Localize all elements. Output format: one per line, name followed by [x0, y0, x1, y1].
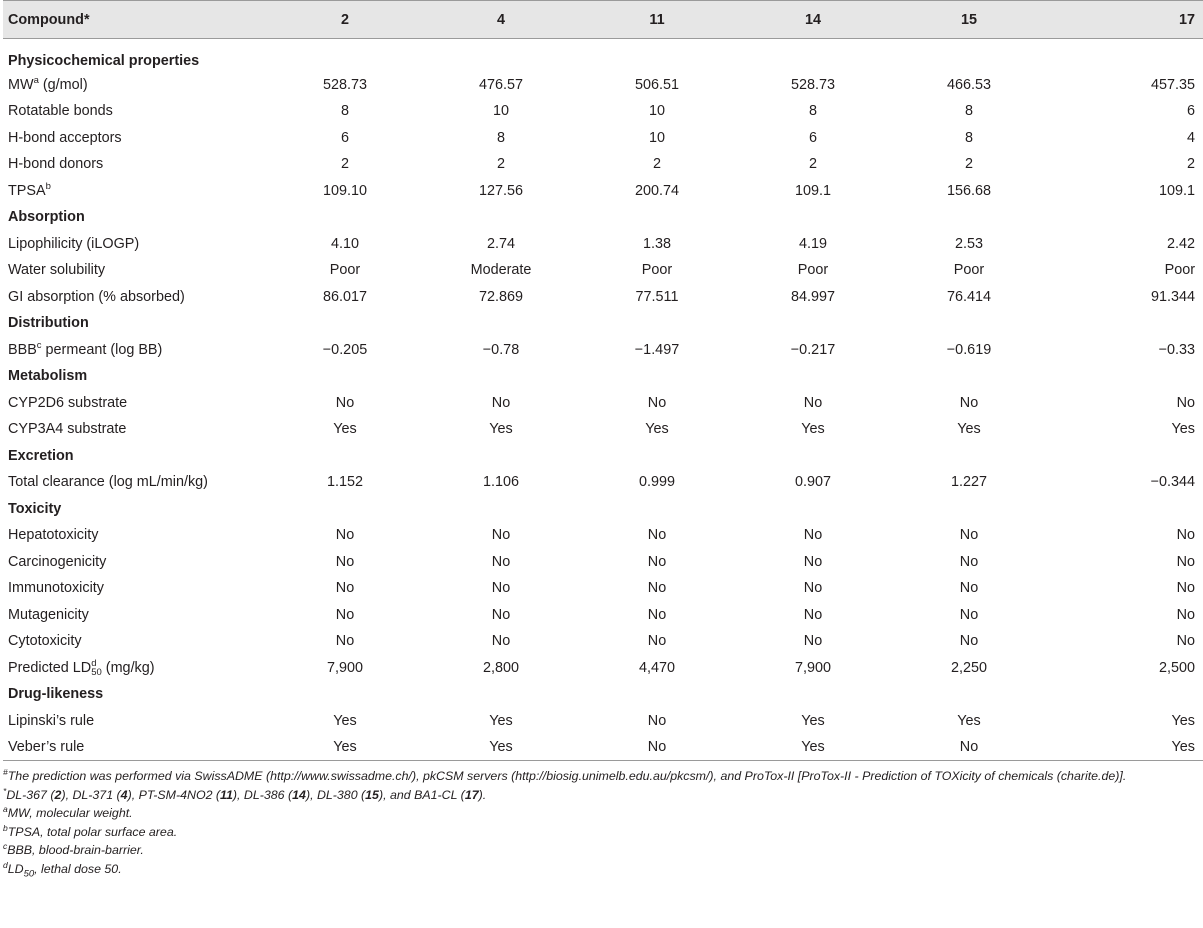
row-label: Hepatotoxicity: [8, 527, 99, 544]
cell-value: Poor: [797, 262, 829, 279]
cell-value: Yes: [423, 734, 579, 761]
row-label: GI absorption (% absorbed): [8, 288, 185, 305]
cell-value: −0.217: [790, 341, 836, 358]
cell-value: 91.344: [1150, 288, 1195, 305]
cell-value: Poor: [1164, 262, 1195, 279]
cell-value: 77.511: [635, 288, 679, 305]
cell-value: No: [959, 553, 979, 570]
cell-value: Yes: [489, 712, 513, 729]
row-label: Veber’s rule: [3, 734, 267, 761]
row-label: $MW^a$ (g/mol): [8, 74, 88, 93]
cell-value: 7,900: [326, 659, 363, 676]
footnote: $^dLD_{50}$, lethal dose 50.: [3, 859, 122, 879]
cell-value: No: [491, 633, 511, 650]
row-label: Cytotoxicity: [8, 633, 82, 650]
cell-value: No: [647, 527, 667, 544]
cell-value: No: [647, 580, 667, 597]
cell-value: Poor: [329, 262, 361, 279]
cell-value: Yes: [267, 734, 423, 761]
cell-value: No: [1176, 606, 1195, 623]
cell-value: Yes: [489, 421, 513, 438]
cell-value: Yes: [801, 712, 825, 729]
row-label: Mutagenicity: [8, 606, 89, 623]
cell-value: No: [959, 527, 979, 544]
section-title: Excretion: [8, 447, 74, 464]
cell-value: Yes: [333, 712, 357, 729]
cell-value: −0.344: [1150, 474, 1195, 491]
table-row: [3, 257, 1203, 284]
section-title: Toxicity: [8, 500, 62, 517]
cell-value: 2: [496, 156, 505, 173]
compound-header-14: 14: [735, 1, 891, 39]
compound-header-15: 15: [891, 1, 1047, 39]
cell-value: 8: [808, 103, 817, 120]
cell-value: 1.106: [482, 474, 519, 491]
section-row: [3, 310, 1203, 337]
cell-value: 2: [652, 156, 661, 173]
table-row: [3, 231, 1203, 258]
cell-value: 2: [340, 156, 349, 173]
cell-value: 6: [340, 129, 349, 146]
cell-value: Yes: [1047, 734, 1203, 761]
cell-value: 127.56: [478, 182, 523, 199]
row-label: BBB$^c$ permeant (log BB): [8, 339, 163, 358]
cell-value: No: [1176, 580, 1195, 597]
cell-value: No: [491, 606, 511, 623]
row-label: Water solubility: [8, 262, 106, 279]
cell-value: No: [335, 606, 355, 623]
cell-value: 4.19: [798, 235, 827, 252]
footnote: $^b$TPSA, total polar surface area.: [3, 822, 178, 839]
cell-value: −0.205: [322, 341, 368, 358]
cell-value: 2: [808, 156, 817, 173]
cell-value: 476.57: [478, 76, 523, 93]
cell-value: No: [491, 553, 511, 570]
cell-value: No: [803, 606, 823, 623]
cell-value: No: [803, 633, 823, 650]
table-row: [3, 125, 1203, 152]
cell-value: 72.869: [478, 288, 523, 305]
cell-value: 4.10: [330, 235, 359, 252]
cell-value: 0.999: [638, 474, 675, 491]
cell-value: 7,900: [794, 659, 831, 676]
footnote: *DL-367 (2), DL-371 (4), PT-SM-4NO2 (11), DL-386 (14), DL-380 (15), and BA1-CL (17).: [3, 785, 487, 802]
cell-value: 10: [492, 103, 509, 120]
compound-header: Compound*: [3, 1, 267, 39]
table-row: [3, 708, 1203, 735]
cell-value: Moderate: [470, 262, 532, 279]
cell-value: 109.10: [322, 182, 367, 199]
row-label: H-bond acceptors: [8, 129, 122, 146]
compound-header-11: 11: [579, 1, 735, 39]
cell-value: 109.1: [794, 182, 831, 199]
section-row: [3, 681, 1203, 708]
section-row: [3, 496, 1203, 523]
cell-value: No: [959, 580, 979, 597]
compound-header-17: 17: [1047, 1, 1203, 39]
table-row: [3, 628, 1203, 655]
cell-value: No: [803, 553, 823, 570]
cell-value: 8: [496, 129, 505, 146]
cell-value: Yes: [333, 421, 357, 438]
cell-value: 2,250: [950, 659, 987, 676]
cell-value: 2.42: [1166, 235, 1195, 252]
table-row: [3, 337, 1203, 364]
table-row: [3, 575, 1203, 602]
row-label: H-bond donors: [8, 156, 104, 173]
cell-value: 10: [648, 129, 665, 146]
cell-value: 200.74: [634, 182, 679, 199]
cell-value: 466.53: [946, 76, 991, 93]
cell-value: 528.73: [322, 76, 367, 93]
cell-value: 10: [648, 103, 665, 120]
cell-value: 1.152: [326, 474, 363, 491]
table-row: [3, 390, 1203, 417]
table-body: [3, 39, 1203, 761]
section-title: Metabolism: [8, 368, 88, 385]
section-row: [3, 363, 1203, 390]
section-title: Distribution: [8, 315, 89, 332]
cell-value: 8: [964, 129, 973, 146]
row-label: CYP2D6 substrate: [8, 394, 128, 411]
cell-value: 2: [964, 156, 973, 173]
cell-value: Yes: [957, 712, 981, 729]
cell-value: No: [491, 527, 511, 544]
cell-value: 8: [964, 103, 973, 120]
cell-value: Yes: [735, 734, 891, 761]
cell-value: Poor: [953, 262, 985, 279]
cell-value: No: [647, 606, 667, 623]
row-label: Lipophilicity (iLOGP): [8, 235, 140, 252]
cell-value: No: [647, 394, 667, 411]
row-label: Carcinogenicity: [8, 553, 107, 570]
section-title: Physicochemical properties: [8, 52, 200, 69]
table-row: [3, 416, 1203, 443]
cell-value: No: [803, 394, 823, 411]
footnote: #The prediction was performed via SwissADME (http://www.swissadme.ch/), pkCSM servers (http://biosig.unimelb.edu.au/pkcsm/), and ProTox-II [ProTox-II - Prediction of TOXicity of chemicals (charite.de)].: [3, 766, 1127, 783]
cell-value: 109.1: [1158, 182, 1195, 199]
cell-value: No: [491, 580, 511, 597]
row-label: Total clearance (log mL/min/kg): [8, 474, 208, 491]
compound-header-2: 2: [267, 1, 423, 39]
cell-value: No: [1176, 394, 1195, 411]
cell-value: 6: [808, 129, 817, 146]
cell-value: No: [335, 394, 355, 411]
cell-value: No: [335, 580, 355, 597]
table-header: [3, 1, 1203, 39]
section-row: [3, 39, 1203, 72]
cell-value: 76.414: [946, 288, 991, 305]
cell-value: No: [959, 394, 979, 411]
footnote: $^a$MW, molecular weight.: [3, 803, 133, 820]
cell-value: Poor: [641, 262, 673, 279]
cell-value: −0.33: [1158, 341, 1195, 358]
cell-value: No: [891, 734, 1047, 761]
cell-value: 1.38: [642, 235, 671, 252]
row-label: Lipinski’s rule: [8, 712, 95, 729]
cell-value: 4,470: [638, 659, 675, 676]
cell-value: −1.497: [634, 341, 680, 358]
cell-value: 2,500: [1158, 659, 1195, 676]
cell-value: No: [1176, 553, 1195, 570]
table-row: [3, 284, 1203, 311]
cell-value: 506.51: [634, 76, 679, 93]
table-row: [3, 655, 1203, 682]
table-row: [3, 469, 1203, 496]
cell-value: 2: [1186, 156, 1195, 173]
cell-value: 2.53: [954, 235, 983, 252]
section-row: [3, 204, 1203, 231]
cell-value: 2.74: [486, 235, 515, 252]
cell-value: Yes: [801, 421, 825, 438]
cell-value: Yes: [1171, 421, 1195, 438]
table-row: [3, 734, 1203, 761]
cell-value: No: [647, 553, 667, 570]
cell-value: 4: [1186, 129, 1195, 146]
cell-value: No: [803, 580, 823, 597]
cell-value: 2,800: [482, 659, 519, 676]
cell-value: 528.73: [790, 76, 835, 93]
table-row: [3, 178, 1203, 205]
cell-value: No: [335, 527, 355, 544]
cell-value: No: [959, 633, 979, 650]
cell-value: 8: [340, 103, 349, 120]
cell-value: −0.78: [482, 341, 520, 358]
compound-header-4: 4: [423, 1, 579, 39]
cell-value: 457.35: [1150, 76, 1195, 93]
cell-value: 84.997: [790, 288, 835, 305]
cell-value: No: [491, 394, 511, 411]
cell-value: 1.227: [950, 474, 987, 491]
section-title: Absorption: [8, 209, 85, 226]
cell-value: Yes: [1171, 712, 1195, 729]
row-label: Predicted LD d 50 (mg/kg): [8, 657, 155, 678]
cell-value: 156.68: [946, 182, 991, 199]
table-row: [3, 98, 1203, 125]
cell-value: 86.017: [322, 288, 367, 305]
cell-value: 0.907: [794, 474, 831, 491]
cell-value: No: [647, 712, 667, 729]
cell-value: Yes: [645, 421, 669, 438]
footnote: $^c$BBB, blood-brain-barrier.: [3, 840, 144, 857]
table-row: [3, 72, 1203, 99]
cell-value: No: [1176, 633, 1195, 650]
row-label: Rotatable bonds: [8, 103, 113, 120]
cell-value: Yes: [957, 421, 981, 438]
cell-value: 6: [1186, 103, 1195, 120]
cell-value: No: [647, 633, 667, 650]
section-title: Drug-likeness: [8, 686, 104, 703]
table-row: [3, 151, 1203, 178]
section-row: [3, 443, 1203, 470]
table-row: [3, 602, 1203, 629]
cell-value: No: [803, 527, 823, 544]
cell-value: −0.619: [946, 341, 992, 358]
table-row: [3, 522, 1203, 549]
cell-value: No: [579, 734, 735, 761]
adme-table: [3, 0, 1203, 761]
cell-value: No: [335, 633, 355, 650]
cell-value: No: [335, 553, 355, 570]
row-label: TPSA$^b$: [8, 180, 51, 199]
table-footnotes: [3, 767, 1141, 878]
row-label: CYP3A4 substrate: [8, 421, 127, 438]
cell-value: No: [1176, 527, 1195, 544]
row-label: Immunotoxicity: [8, 580, 104, 597]
table-row: [3, 549, 1203, 576]
cell-value: No: [959, 606, 979, 623]
